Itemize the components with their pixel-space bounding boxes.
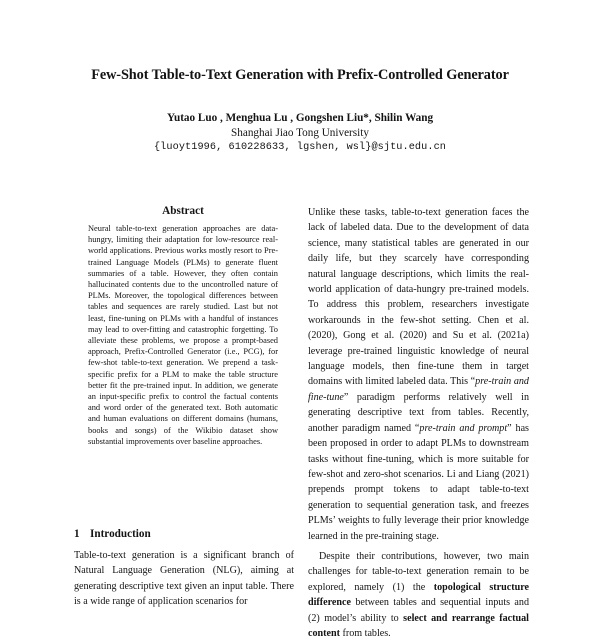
emphasis-pretrain-prompt: pre-train and prompt [419, 422, 508, 434]
paragraph-text: Despite their contributions, however, two main challenges for table-to-text generation remain to be explored, namely (1) the [308, 550, 529, 593]
paragraph-text: between tables and sequential inputs and (2) model’s ability to [308, 597, 529, 624]
affiliation: Shanghai Jiao Tong University [231, 127, 369, 139]
paragraph-text: ” paradigm performs relatively well in generating descriptive text from tables. Recently, another paradigm named “ [308, 391, 529, 434]
author-list: Yutao Luo , Menghua Lu , Gongshen Liu*, Shilin Wang [166, 112, 434, 124]
section-number: 1 [74, 528, 80, 540]
bold-select-rearrange: select and rearrange factual content [308, 612, 529, 639]
section-title: Introduction [90, 528, 151, 540]
paragraph-text: from tables. [339, 627, 391, 639]
emphasis-pretrain-finetune: pre-train and fine-tune [308, 376, 529, 403]
right-column [308, 205, 529, 641]
paragraph-text: Unlike these tasks, table-to-text generation faces the lack of labeled data. Due to the development of data science, many statistical tables are generated in our daily life, but they scarcely have corresponding natural language descriptions, which limits the real-world application of data-hungry pre-trained models. To address this problem, researchers investigate workarounds in the few-shot setting. Chen et al. (2020), Gong et al. (2020) and Su et al. (2021a) leverage pre-trained linguistic knowledge of neural language models, then fine-tune them in target domains with limited labeled data. This “ [308, 207, 529, 388]
abstract-heading: Abstract [162, 205, 204, 217]
paper-title: Few-Shot Table-to-Text Generation with Prefix-Controlled Generator [91, 67, 509, 83]
introduction-paragraph: Table-to-text generation is a significant branch of Natural Language Generation (NLG), aiming at generating descriptive text given an input table. There is a wide range of application scenarios for [74, 550, 294, 608]
abstract-text: Neural table-to-text generation approaches are data-hungry, limiting their adaptation for low-resource real-world applications. Previous works mostly resort to Pre-trained Language Models (PLMs) to generate fluent summaries of a table. However, they often contain hallucinated contents due to the uncontrolled nature of PLMs. Moreover, the topological differences between tables and sequences are rarely studied. Last but not least, fine-tuning on PLMs with a handful of instances may lead to over-fitting and catastrophic forgetting. To alleviate these problems, we propose a prompt-based approach, Prefix-Controlled Generator (i.e., PCG), for few-shot table-to-text generation. We prepend a task-specific prefix for a PLM to make the table structure better fit the pre-trained input. In addition, we generate an input-specific prefix to control the factual contents and word order of the generated text. Both automatic and human evaluations on different domains (humans, books and songs) of the Wikibio dataset show substantial improvements over baseline approaches. [88, 224, 278, 446]
paragraph-text: ” has been proposed in order to adapt PLMs to downstream tasks without fine-tuning, which is more suitable for few-shot and zero-shot scenarios. Li and Liang (2021) prepends prompt tokens to adapt table-to-text generation to sequential generation task, and freezes PLMs’ weights to fully leverage their prior knowledge learned in the pre-training stage. [308, 422, 529, 542]
section-heading-introduction [74, 528, 294, 540]
author-emails: {luoyt1996, 610228633, lgshen, wsl}@sjtu.edu.cn [153, 142, 447, 153]
right-column-paragraph-2 [308, 549, 529, 641]
bold-topological-difference: topological structure difference [308, 581, 529, 609]
right-column-paragraph-1 [308, 205, 529, 544]
